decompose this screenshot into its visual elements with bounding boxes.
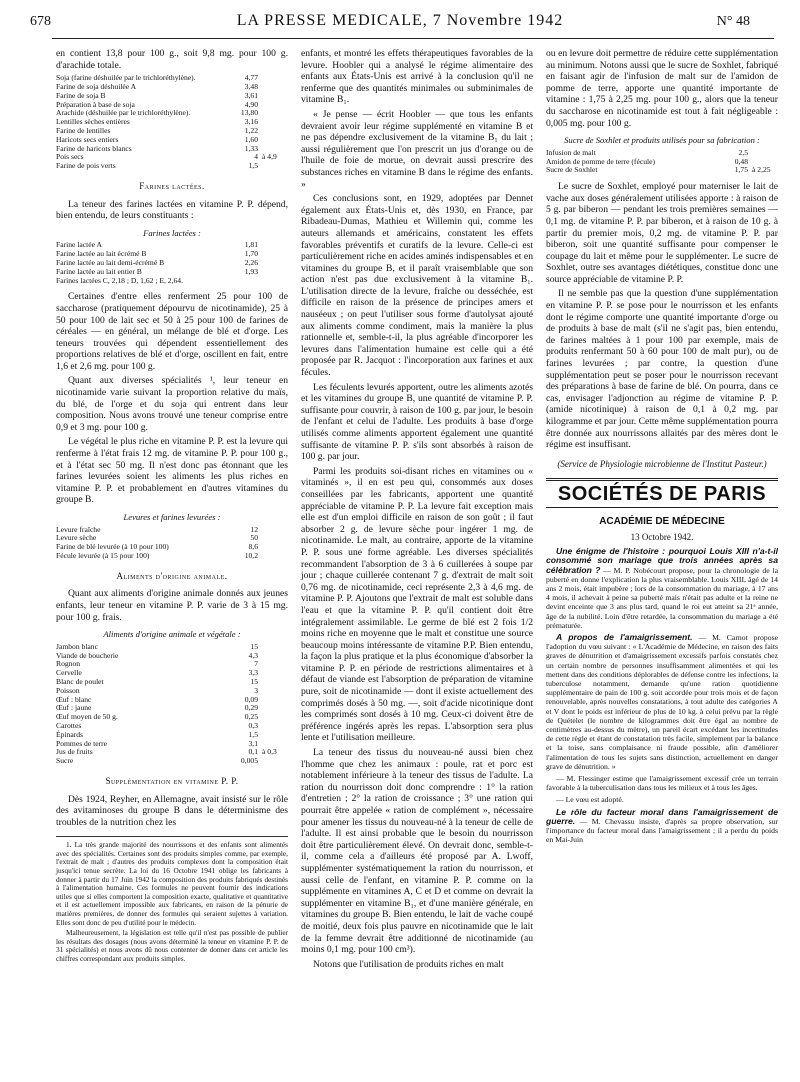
row-value-upper xyxy=(258,722,288,731)
row-value: 1,22 xyxy=(244,125,258,135)
paragraph: Ces conclusions sont, en 1929, adoptées par Dennet également aux États-Unis et, dès 1930, en France, par Ribadeau-Dumas, Mathieu et Willemin qui, comme les auteurs allemands et américains, constatent les effets favorables préventifs et curatifs de la levure. Celle-ci est particulièrement riche en acides aminés indispensables et en vitamines du groupe B, et il paraît vraisemblable que son action n'est pas due exclusivement à la vitamine B₁. L'utilisation directe de la levure, fraîche ou desséchée, est difficile en raison de la présence de principes amers et nauséeux ; on peut l'utiliser sous forme d'autolysat ajouté aux aliments comme condiment, mais la manière la plus rationnelle et, semble-t-il, la plus agréable d'incorporer les levures dans l'alimentation humaine est celle qui a été proposée par R. Jacquot : l'incorporation aux farines et aux fécules. xyxy=(301,193,533,379)
row-label: Levure fraîche xyxy=(56,524,101,534)
column-middle xyxy=(301,48,533,973)
row-label: Farine lactée au lait écrémé B xyxy=(56,249,147,259)
row-value-upper xyxy=(258,543,288,552)
row-label: Haricots secs entiers xyxy=(56,134,119,144)
row-label: Œuf : blanc xyxy=(56,694,92,704)
paragraph: Quant aux diverses spécialités ¹, leur teneur en nicotinamide varie suivant la proportion relative du maïs, du blé, de l'orge et du soja qui entrent dans leur composition. Nous avons trouvé une teneur comprise entre 0,9 et 3 mg. pour 100 g. xyxy=(56,375,288,433)
communication-text: — M. Flessinger estime que l'amaigrissement excessif crée un terrain favorable à la tuberculisation dans tous les milieux et à tous les âges. xyxy=(546,774,778,793)
row-label: Pois secs xyxy=(56,152,84,162)
paragraph: Dès 1924, Reyher, en Allemagne, avait insisté sur le rôle des avitaminoses du groupe B dans le déterminisme des troubles de la nutrition chez les xyxy=(56,793,288,828)
row-value: 0,005 xyxy=(240,756,258,766)
row-value: 4 xyxy=(254,152,258,162)
row-value: 15 xyxy=(250,641,258,651)
row-label: Blanc de poulet xyxy=(56,676,104,686)
row-value: 1,81 xyxy=(244,240,258,250)
footnote-text: Malheureusement, la législation est telle qu'il n'est pas possible de publier les résultats des dosages (nous avons déterminé la teneur en vitamine P. P. de 31 spécialités) et nous avons dû nous contenter de donner dans cet article les chiffres correspondant aux produits simples. xyxy=(56,928,288,963)
row-label: Infusion de malt xyxy=(546,147,596,157)
table-row xyxy=(56,277,288,286)
row-value: 1,93 xyxy=(244,266,258,276)
row-value-upper xyxy=(258,687,288,696)
paragraph: Il ne semble pas que la question d'une supplémentation en vitamine P. P. se pose pour le nourrisson et les enfants dont le régime comporte une quantité importante d'orge ou de produits à base de malt (s'il ne s'agit pas, bien entendu, de farines maltées à 1 pour 100 par exemple, mais de produits renfermant 50 à 60 pour 100 de malt pur), ou de farines levurées ; par contre, la question d'une supplémentation peut se poser pour le nourrisson recevant des préparations à base de farine de blé. On pourra, dans ce cas, envisager l'adjonction au régime de vitamine P. P. (amide nicotinique) à raison de 0,1 à 0,2 mg. par kilogramme et par jour. Cette même supplémentation pourra être donnée aux nourrissons allaités par des mères dont le régime est insuffisant. xyxy=(546,288,778,451)
table-row xyxy=(56,757,288,766)
table-row xyxy=(56,162,288,171)
row-value: 0,48 xyxy=(734,156,748,166)
paragraph: La teneur des farines lactées en vitamine P. P. dépend, bien entendu, de leurs constituants : xyxy=(56,198,288,222)
communication-title: Une énigme de l'histoire : pourquoi Louis XIII n'a-t-il consommé son mariage que trois années après sa célébration ? xyxy=(546,546,778,575)
row-label: Arachide (déshuilée par le trichloréthylène). xyxy=(56,108,191,118)
table-caption: Sucre de Soxhlet et produits utilisés pour sa fabrication : xyxy=(564,135,760,146)
row-value: 1,33 xyxy=(244,143,258,153)
paragraph: La teneur des tissus du nouveau-né aussi bien chez l'homme que chez les animaux : poule, rat et porc est notablement inférieure à la teneur des tissus de l'adulte. La ration du nourrisson doit donc comprendre : 1° la ration d'entretien ; 2° la ration de croissance ; 3° une ration qui pourrait être appelée « ration de complément », nécessaire pour amener les tissus du nouveau-né à la teneur de celle de l'adulte. Il est ainsi probable que le besoin du nourrisson doit être particulièrement élevé. On devrait donc, semble-t-il, comme cela a d'ailleurs été proposé par A. Lwoff, supplémenter systématiquement la ration du nourrisson, et aussi celle de l'enfant, en vitamine P. P. comme on la supplémente en vitamines A, C et D et comme on devrait la supplémenter en vitamine B₁, et d'une manière générale, en vitamines du groupe B. Bien entendu, le lait de vache coupé de moitié, deux fois plus pauvre en nicotinamide que le lait de la femme devrait être additionné de nicotinamide (au moins 0,1 mg. pour 100 cm³). xyxy=(301,747,533,956)
row-value: 1,70 xyxy=(244,249,258,259)
credit-line: (Service de Physiologie microbienne de l'Institut Pasteur.) xyxy=(557,458,767,469)
row-label: Farine lactée au lait entier B xyxy=(56,266,142,276)
communication-text: — M. Chevassu insiste, d'après sa propre observation, sur l'importance du facteur moral dans l'amaigrissement ; il a perdu du poids en Mai-Juin xyxy=(546,816,778,845)
footnote-text: 1. La très grande majorité des nourrissons et des enfants sont alimentés avec des spécialités. Certaines sont des produits simples comme, par exemple, l'extrait de malt ; d'autres des produits complexes dont la composition était jusqu'ici tenue secrète. La loi du 16 Octobre 1941 oblige les fabricants à donner à partir du 17 Juin 1942 la composition des produits fabriqués destinés à l'alimentation humaine. Ces formules ne peuvent fournir des indications utiles que si elles comportent la composition exacte, qualitative et quantitative et il est actuellement impossible aux fabricants, en raison de la pénurie de matières premières, de donner des formules qui seraient sujettes à variation. Elles sont donc de peu d'utilité pour le médecin. xyxy=(56,840,288,927)
row-value: 3,48 xyxy=(244,81,258,91)
header-rule xyxy=(52,38,774,39)
row-label: Soja (farine déshuilée par le trichloréthylène). xyxy=(56,73,196,83)
column-right xyxy=(546,48,778,847)
row-value-upper xyxy=(258,83,288,92)
page-header xyxy=(0,0,800,40)
paragraph: enfants, et montré les effets thérapeutiques favorables de la levure. Hoobler qui a analysé le régime alimentaire des enfants aux États-Unis est arrivé à la conclusion qu'il ne renferme que des quantités minimales ou subminimales de vitamine B₁. xyxy=(301,48,533,106)
row-value: 1,60 xyxy=(244,134,258,144)
row-label: Poisson xyxy=(56,685,80,695)
row-value: 2,26 xyxy=(244,257,258,267)
societes-heading: SOCIÉTÉS DE PARIS xyxy=(546,478,778,508)
row-value: 3,16 xyxy=(244,117,258,127)
row-value-upper xyxy=(258,643,288,652)
communication-text: — M. Carnot propose l'adoption du vœu suivant : « L'Académie de Médecine, en raison des faits graves de dénutrition et d'amaigrissement excessifs parfois constatés chez un certain nombre de personnes insuffisamment alimentées et qui les mettent dans des conditions déplorables de défense contre les infections, la tuberculose notamment, demande qu'une ration quotidienne supplémentaire de pain de 100 g. soit accordée pour trois mois et de façon renouvelable, après nouvelles constatations, à tout adulte des catégories A et V dont le poids est inférieur de plus de 10 kg. à celui prévu par la règle de Quételet (le nombre de kilogrammes doit être égal au nombre de centimètres au-dessus du mètre), un pareil écart excédant les incertitudes de cette règle et étant de constatation très facile, simplement par la balance et la toise, sans complaisance ni fraude possible, afin d'améliorer l'alimentation de tous les sujets sans distinction, actuellement en danger grave de dénutrition. » xyxy=(546,633,778,771)
row-value-upper: à 4,9 xyxy=(262,152,277,162)
issue-number: N° 48 xyxy=(716,14,750,29)
row-value-upper xyxy=(258,241,288,250)
paragraph: Notons que l'utilisation de produits riches en malt xyxy=(313,958,504,970)
paragraph: Le sucre de Soxhlet, employé pour materniser le lait de vache aux doses généralement utilisées apporte : à raison de 5 g. par biberon — pendant les trois premières semaines — 0,1 mg. de vitamine P. P. par biberon, et à raison de 10 g. à partir du premier mois, 0,2 mg. de vitamine P. P. par biberon, soit une quantité suffisante pour compenser le coupage du lait et même pour le supplémenter. Le sucre de Soxhlet, outre ses avantages diététiques, constitue donc une source appréciable de vitamine P. P. xyxy=(546,181,778,285)
paragraph: « Je pense — écrit Hoobler — que tous les enfants devraient avoir leur régime supplémenté en vitamine B et ne pas dépendre exclusivement de la vitamine B₁ du lait ; aussi régulièrement que l'on prescrit un jus d'orange ou de l'huile de foie de morue, on devrait aussi prescrire des substances riches en vitamine B dans le régime des enfants. » xyxy=(301,108,533,190)
row-value-upper: à 0,3 xyxy=(262,747,277,757)
row-value-upper xyxy=(258,696,288,705)
row-label: Sucre xyxy=(56,756,74,766)
row-value-upper xyxy=(748,149,778,158)
table-legumineuses xyxy=(56,74,288,171)
row-label: Épinards xyxy=(56,729,83,739)
session-date: 13 Octobre 1942. xyxy=(630,531,694,542)
section-heading-farines-lactees: Farines lactées. xyxy=(139,180,205,191)
row-value: 2,5 xyxy=(738,147,748,157)
paragraph: en contient 13,8 pour 100 g., soit 9,8 mg. pour 100 g. d'arachide totale. xyxy=(56,48,288,71)
page-number: 678 xyxy=(30,14,51,29)
paragraph: ou en levure doit permettre de réduire cette supplémentation au minimum. Notons aussi que le sucre de Soxhlet, fabriqué en faisant agir de l'infusion de malt sur de l'amidon de pomme de terre, apporte une quantité importante de vitamine : 1,75 à 2,25 mg. pour 100 g., alors que la teneur du saccharose en nicotinamide est tout à fait négligeable : 0,005 mg. pour 100 g. xyxy=(546,48,778,129)
journal-title: LA PRESSE MEDICALE, 7 Novembre 1942 xyxy=(236,12,564,29)
row-label: Farines lactées C, 2,18 ; D, 1,62 ; E, 2,64. xyxy=(56,275,183,285)
row-value-upper xyxy=(258,652,288,661)
row-label: Carottes xyxy=(56,720,82,730)
row-label: Jambon blanc xyxy=(56,641,98,651)
row-label: Farine de haricots blancs xyxy=(56,143,132,153)
table-caption: Aliments d'origine animale et végétale : xyxy=(103,629,241,640)
table-soxhlet xyxy=(546,149,778,175)
table-row xyxy=(56,552,288,561)
row-label: Œuf moyen de 50 g. xyxy=(56,712,118,722)
row-value: 15 xyxy=(250,676,258,686)
row-label: Préparation à base de soja xyxy=(56,99,135,109)
footnote xyxy=(56,836,288,963)
communication-title: A propos de l'amaigrissement. xyxy=(556,632,693,642)
row-value-upper xyxy=(258,757,288,766)
row-value: 4,77 xyxy=(244,73,258,83)
row-value-upper xyxy=(258,162,288,171)
row-label: Amidon de pomme de terre (fécule) xyxy=(546,156,656,166)
row-label: Farine de lentilles xyxy=(56,125,111,135)
communication-text: — M. P. Nobécourt propose, pour la chronologie de la puberté en donne l'explication la plus vraisemblable. Louis XIII, âgé de 14 ans 2 mois, était impubère ; lors de la consommation du mariage, à 17 ans 4 mois, il achevait à peine sa puberté mais n'était pas adulte et la reine ne devint enceinte que 3 ans plus tard, quand le roi eut atteint sa 21ᵉ année, âge de la nubilité. Loin d'être retardée, la consommation du mariage a été prématurée. xyxy=(546,565,778,630)
row-label: Rognon xyxy=(56,659,81,669)
row-value-upper xyxy=(258,268,288,277)
column-left xyxy=(56,48,288,966)
paragraph: Parmi les produits soi-disant riches en vitamines ou « vitaminés », il en est peu qui, consommés aux doses conseillées par les fabricants, apportent une quantité appréciable de vitamine P. P. La levure fait exception mais elle est d'un emploi difficile en raison de son goût ; il faut absorber 2 g. de levure sèche pour ingérer 1 mg. de nicotinamide. Le malt, au contraire, apporte de la vitamine P. P. sous une forme agréable. Les diverses spécialités recommandent l'absorption de 3 à 6 cuillerées à soupe par jour ; chaque cuillerée contenant 7 g. d'extrait de malt soit 0,76 mg. de nicotinamide, ceci représente 2,3 à 4,6 mg. de vitamine P. P. Ajoutons que l'extrait de malt est soluble dans l'eau et que la vitamine P. P. qu'il contient doit être intégralement assimilable. Le germe de blé est 2 fois 1/2 moins riche en moyenne que le malt et constitue une source beaucoup moins intéressante de vitamine P.P. Bien entendu, la façon la plus pratique et la plus économique d'absorber la vitamine P. P. en période de restrictions alimentaires et à défaut de viande est l'absorption de préparation de vitamine pure, soit de nicotinamide — dont il existe actuellement des comprimés dosés à 50 mg. —, soit d'acide nicotinique dont les comprimés sont dosés à 10 mg. Ceux-ci doivent être de préférence ingérés après les repas. L'absorption sera plus lente et l'utilisation meilleure. xyxy=(301,465,533,744)
table-row xyxy=(56,145,288,154)
academie-heading: ACADÉMIE DE MÉDECINE xyxy=(599,515,725,527)
row-label: Fécule levurée (à 15 pour 100) xyxy=(56,550,150,560)
row-value-upper xyxy=(258,250,288,259)
communication-title: Le rôle du facteur moral dans l'amaigrissement de guerre. xyxy=(546,806,778,826)
row-value-upper xyxy=(258,277,288,286)
row-value-upper xyxy=(258,92,288,101)
row-value-upper xyxy=(258,74,288,83)
row-value: 1,5 xyxy=(248,729,258,739)
row-label: Viande de boucherie xyxy=(56,650,119,660)
row-value: 10,2 xyxy=(244,550,258,560)
row-value: 12 xyxy=(250,524,258,534)
row-label: Sucre de Soxhlet xyxy=(546,165,598,175)
row-value-upper xyxy=(258,678,288,687)
row-value: 13,80 xyxy=(240,108,258,118)
row-value: 4,90 xyxy=(244,99,258,109)
row-value-upper xyxy=(258,127,288,136)
row-value-upper xyxy=(258,118,288,127)
table-farines-lactees xyxy=(56,241,288,285)
row-label: Farine de blé levurée (à 10 pour 100) xyxy=(56,542,169,552)
row-value: 3,3 xyxy=(248,668,258,678)
row-value: 3,61 xyxy=(244,90,258,100)
row-label: Farine lactée A xyxy=(56,240,102,250)
row-value: 1,5 xyxy=(248,161,258,171)
row-label: Pommes de terre xyxy=(56,738,108,748)
row-value-upper xyxy=(258,713,288,722)
row-value-upper xyxy=(258,526,288,535)
section-heading-aliments-animale: Aliments d'origine animale. xyxy=(116,570,228,581)
paragraph: Certaines d'entre elles renferment 25 pour 100 de saccharose (pratiquement dépourvu de nicotinamide), 25 à 50 pour 100 de lait sec et 50 à 25 pour 100 de farines de céréales — en général, un mélange de blé et d'orge. Les teneurs trouvées qui dépendent essentiellement des proportions relatives de blé et d'orge, oscillent en fait, entre 1,6 et 2,6 mg. pour 100 g. xyxy=(56,291,288,372)
row-value-upper xyxy=(258,731,288,740)
row-label: Farine de pois verts xyxy=(56,161,116,171)
row-value-upper xyxy=(258,136,288,145)
row-value: 4,3 xyxy=(248,650,258,660)
row-label: Cervelle xyxy=(56,668,82,678)
table-caption: Farines lactées : xyxy=(143,227,201,238)
table-caption: Levures et farines levurées : xyxy=(123,512,221,522)
row-value: 3 xyxy=(254,685,258,695)
row-value-upper: à 2,25 xyxy=(752,165,771,175)
row-value: 0,29 xyxy=(244,703,258,713)
row-value-upper xyxy=(258,109,288,118)
table-row xyxy=(56,652,288,661)
communication-text: — Le vœu est adopté. xyxy=(556,795,624,805)
section-heading-supplementation: Supplémentation en vitamine P. P. xyxy=(105,775,239,786)
row-value xyxy=(234,277,258,286)
row-value-upper xyxy=(258,259,288,268)
row-value-upper xyxy=(258,704,288,713)
row-value: 0,25 xyxy=(244,712,258,722)
row-value: 0,09 xyxy=(244,694,258,704)
paragraph: Les féculents levurés apportent, outre les aliments azotés et les vitamines du groupe B, une quantité de vitamine P. P. suffisante pour couvrir, à raison de 100 g. par jour, le besoin de l'enfant et celui de l'adulte. Les produits à base d'orge utilisés comme aliments apportent également une quantité suffisante de vitamine P. P. s'ils sont absorbés à raison de 100 g. par jour. xyxy=(301,381,533,463)
row-value: 8,6 xyxy=(248,542,258,552)
row-value: 0,3 xyxy=(248,720,258,730)
row-label: Farine de soja déshuilée A xyxy=(56,81,137,91)
row-label: Œuf : jaune xyxy=(56,703,92,713)
row-value-upper xyxy=(258,101,288,110)
paragraph: Le végétal le plus riche en vitamine P. P. est la levure qui renferme à l'état frais 12 mg. de vitamine P. P. pour 100 g., et à l'état sec 50 mg. Il n'est donc pas étonnant que les farines levurées soient les aliments les plus riches en vitamine P. P. et probablement en d'autres vitamines du groupe B. xyxy=(56,436,288,506)
table-levures xyxy=(56,526,288,561)
table-row xyxy=(56,678,288,687)
row-value: 7 xyxy=(254,659,258,669)
row-value: 0,1 xyxy=(248,747,258,757)
table-row xyxy=(546,166,778,175)
row-label: Jus de fruits xyxy=(56,747,93,757)
paragraph: Quant aux aliments d'origine animale donnés aux jeunes enfants, leur teneur en vitamine P. P. varie de 3 à 15 mg. pour 100 g. frais. xyxy=(56,588,288,623)
row-value-upper xyxy=(258,660,288,669)
row-label: Farine de soja B xyxy=(56,90,106,100)
row-label: Levure sèche xyxy=(56,533,97,543)
row-label: Farine lactée au lait demi-écrémé B xyxy=(56,257,165,267)
row-value-upper xyxy=(258,534,288,543)
row-value: 1,75 xyxy=(734,165,748,175)
table-aliments-animale xyxy=(56,643,288,766)
row-value: 3,1 xyxy=(248,738,258,748)
row-value-upper xyxy=(258,669,288,678)
academie-reports xyxy=(546,547,778,844)
row-value: 50 xyxy=(250,533,258,543)
row-label: Lentilles sèches entières xyxy=(56,117,130,127)
row-value-upper xyxy=(258,552,288,561)
